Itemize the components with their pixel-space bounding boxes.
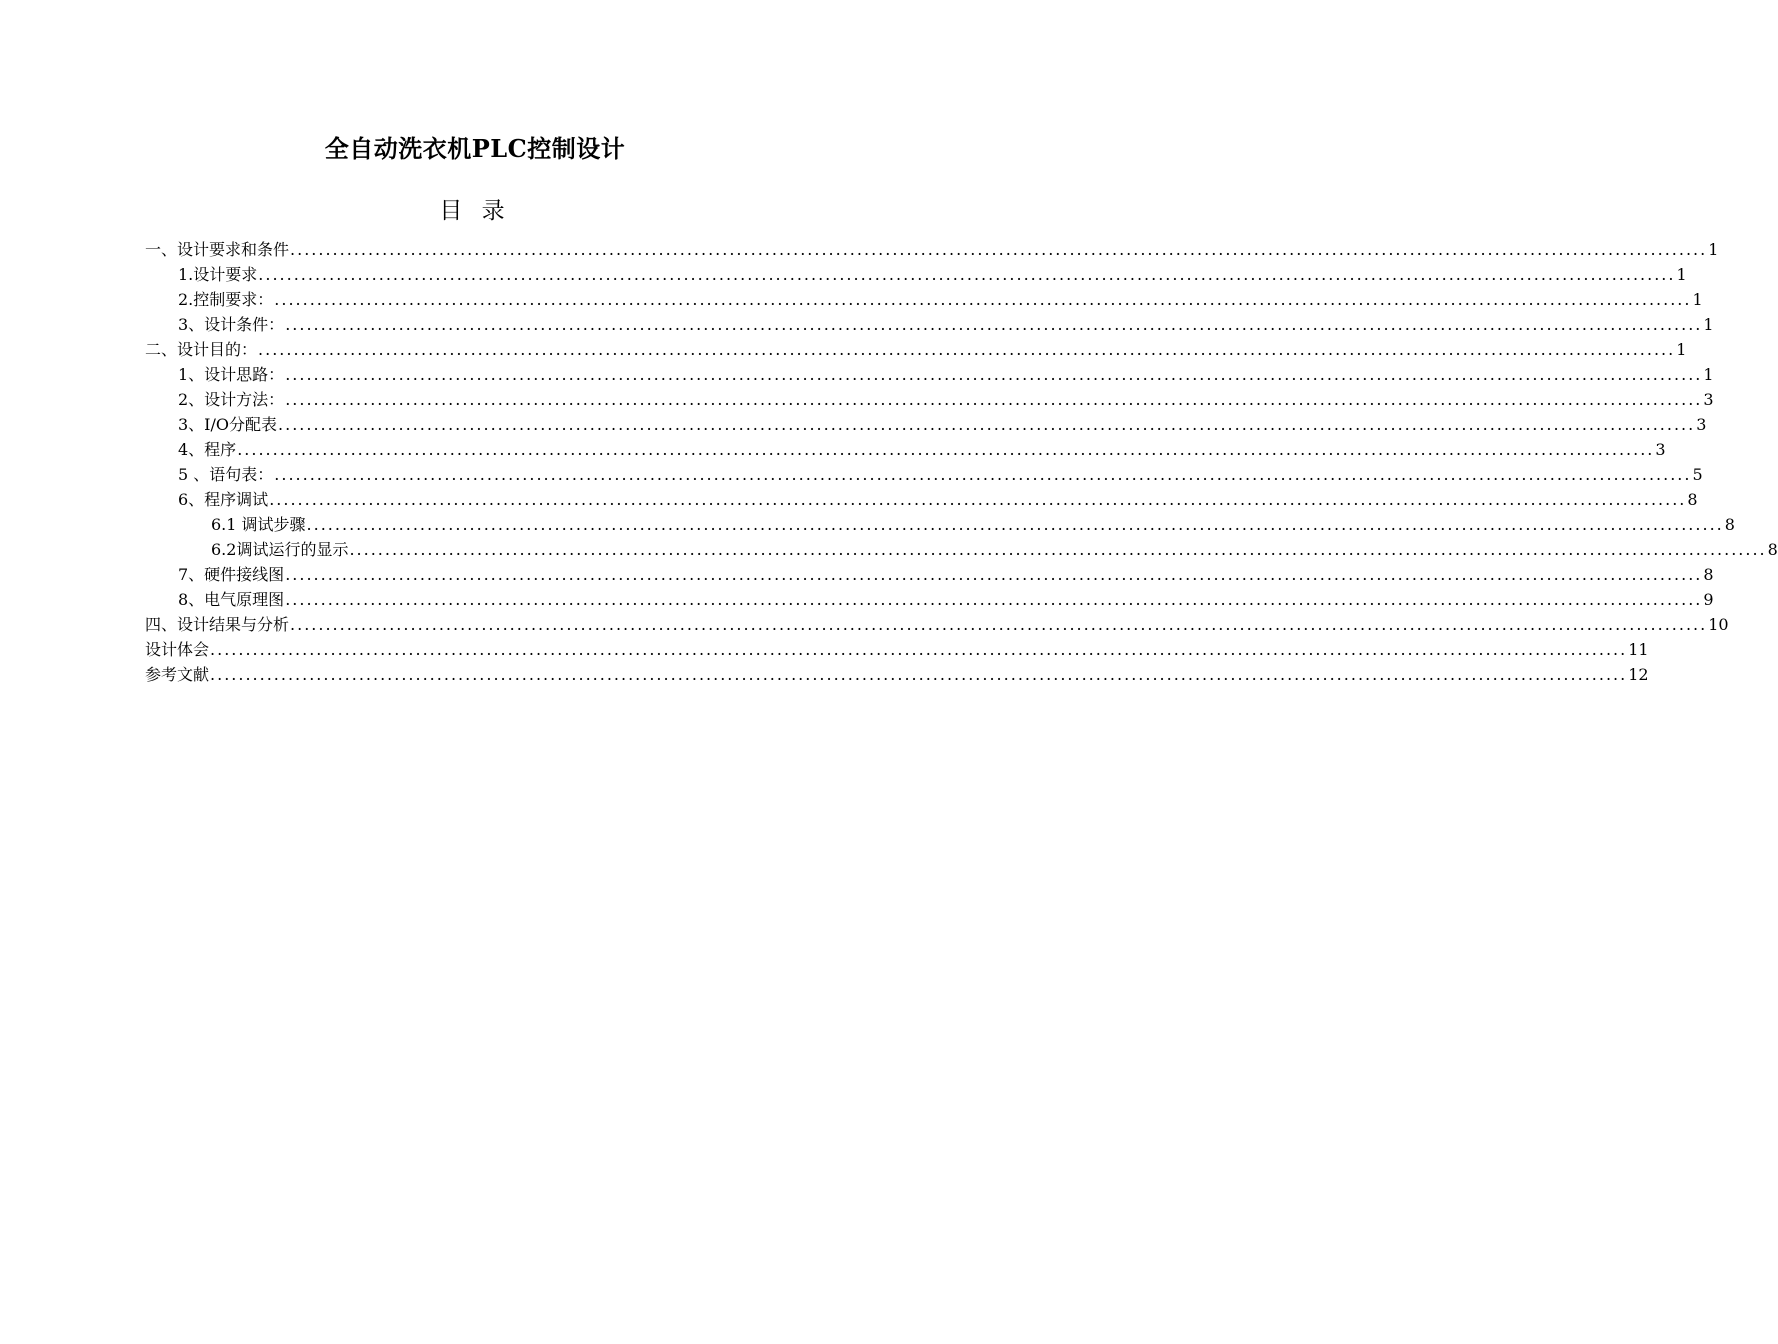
toc-entry-label: 四、设计结果与分析	[145, 615, 290, 634]
toc-dot-leader: ........................................................................................................................................................................................................	[237, 440, 1655, 459]
toc-dot-leader: ........................................................................................................................................................................................................	[278, 415, 1696, 434]
toc-dot-leader: ........................................................................................................................................................................................................	[269, 490, 1687, 509]
toc-entry-page-number: 1	[1703, 365, 1714, 384]
toc-heading: 目 录	[439, 198, 511, 224]
toc-entry[interactable]	[145, 562, 1714, 587]
toc-entry-page-number: 8	[1767, 540, 1778, 559]
toc-entry-page-number: 1	[1676, 265, 1687, 284]
toc-entry-page-number: 11	[1628, 640, 1649, 659]
toc-entry-label: 2、设计方法：	[178, 390, 285, 409]
toc-entry-page-number: 8	[1703, 565, 1714, 584]
toc-entry-label: 4、程序	[178, 440, 237, 459]
toc-entry-label: 1、设计思路：	[178, 365, 285, 384]
toc-entry-page-number: 1	[1692, 290, 1703, 309]
toc-entry-label: 一、设计要求和条件	[145, 240, 290, 259]
toc-entry-label: 3、设计条件：	[178, 315, 285, 334]
toc-entry-label: 5 、语句表：	[178, 465, 274, 484]
toc-dot-leader: ........................................................................................................................................................................................................	[210, 640, 1628, 659]
toc-entry[interactable]	[145, 437, 1666, 462]
toc-entry-label: 设计体会	[145, 640, 210, 659]
toc-entry-page-number: 9	[1703, 590, 1714, 609]
toc-entry-label: 7、硬件接线图	[178, 565, 285, 584]
toc-dot-leader: ........................................................................................................................................................................................................	[285, 390, 1703, 409]
toc-dot-leader: ........................................................................................................................................................................................................	[274, 465, 1692, 484]
toc-entry-page-number: 10	[1708, 615, 1729, 634]
toc-entry[interactable]	[145, 637, 1649, 662]
toc-entry[interactable]	[145, 362, 1714, 387]
toc-entry-page-number: 1	[1676, 340, 1687, 359]
toc-dot-leader: ........................................................................................................................................................................................................	[290, 240, 1708, 259]
toc-entry-page-number: 1	[1703, 315, 1714, 334]
toc-entry-label: 1.设计要求	[178, 265, 258, 284]
toc-entry[interactable]	[145, 612, 1729, 637]
toc-entry[interactable]	[145, 287, 1703, 312]
toc-entry-label: 6、程序调试	[178, 490, 269, 509]
toc-dot-leader: ........................................................................................................................................................................................................	[285, 565, 1703, 584]
toc-entry-label: 参考文献	[145, 665, 210, 684]
toc-entry-page-number: 8	[1724, 515, 1735, 534]
toc-dot-leader: ........................................................................................................................................................................................................	[274, 290, 1692, 309]
toc-entry[interactable]	[145, 262, 1687, 287]
toc-entry[interactable]	[145, 587, 1714, 612]
toc-entry-page-number: 5	[1692, 465, 1703, 484]
document-title: 全自动洗衣机PLC控制设计	[324, 134, 626, 163]
toc-entry[interactable]	[145, 462, 1703, 487]
toc-entry-page-number: 8	[1687, 490, 1698, 509]
toc-entry-label: 2.控制要求：	[178, 290, 274, 309]
toc-entry[interactable]	[145, 487, 1698, 512]
toc-entry-label: 8、电气原理图	[178, 590, 285, 609]
toc-entry-page-number: 3	[1696, 415, 1707, 434]
toc-entry[interactable]	[145, 662, 1649, 687]
toc-dot-leader: ........................................................................................................................................................................................................	[258, 265, 1676, 284]
toc-entry[interactable]	[145, 412, 1707, 437]
toc-entry-page-number: 12	[1628, 665, 1649, 684]
toc-dot-leader: ........................................................................................................................................................................................................	[290, 615, 1708, 634]
toc-entry-label: 二、设计目的：	[145, 340, 258, 359]
toc-dot-leader: ........................................................................................................................................................................................................	[285, 365, 1703, 384]
table-of-contents	[145, 237, 1778, 687]
toc-dot-leader: ........................................................................................................................................................................................................	[306, 515, 1724, 534]
toc-entry[interactable]	[145, 512, 1735, 537]
toc-entry-label: 6.2调试运行的显示	[211, 540, 349, 559]
toc-dot-leader: ........................................................................................................................................................................................................	[258, 340, 1676, 359]
toc-entry-label: 6.1 调试步骤	[211, 515, 306, 534]
toc-dot-leader: ........................................................................................................................................................................................................	[285, 590, 1703, 609]
toc-entry-page-number: 1	[1708, 240, 1719, 259]
toc-entry[interactable]	[145, 312, 1714, 337]
toc-entry[interactable]	[145, 537, 1778, 562]
toc-entry[interactable]	[145, 337, 1687, 362]
toc-entry-label: 3、I/O分配表	[178, 415, 278, 434]
toc-entry-page-number: 3	[1703, 390, 1714, 409]
toc-entry[interactable]	[145, 237, 1719, 262]
toc-dot-leader: ........................................................................................................................................................................................................	[349, 540, 1767, 559]
toc-dot-leader: ........................................................................................................................................................................................................	[285, 315, 1703, 334]
toc-entry[interactable]	[145, 387, 1714, 412]
toc-dot-leader: ........................................................................................................................................................................................................	[210, 665, 1628, 684]
toc-entry-page-number: 3	[1655, 440, 1666, 459]
